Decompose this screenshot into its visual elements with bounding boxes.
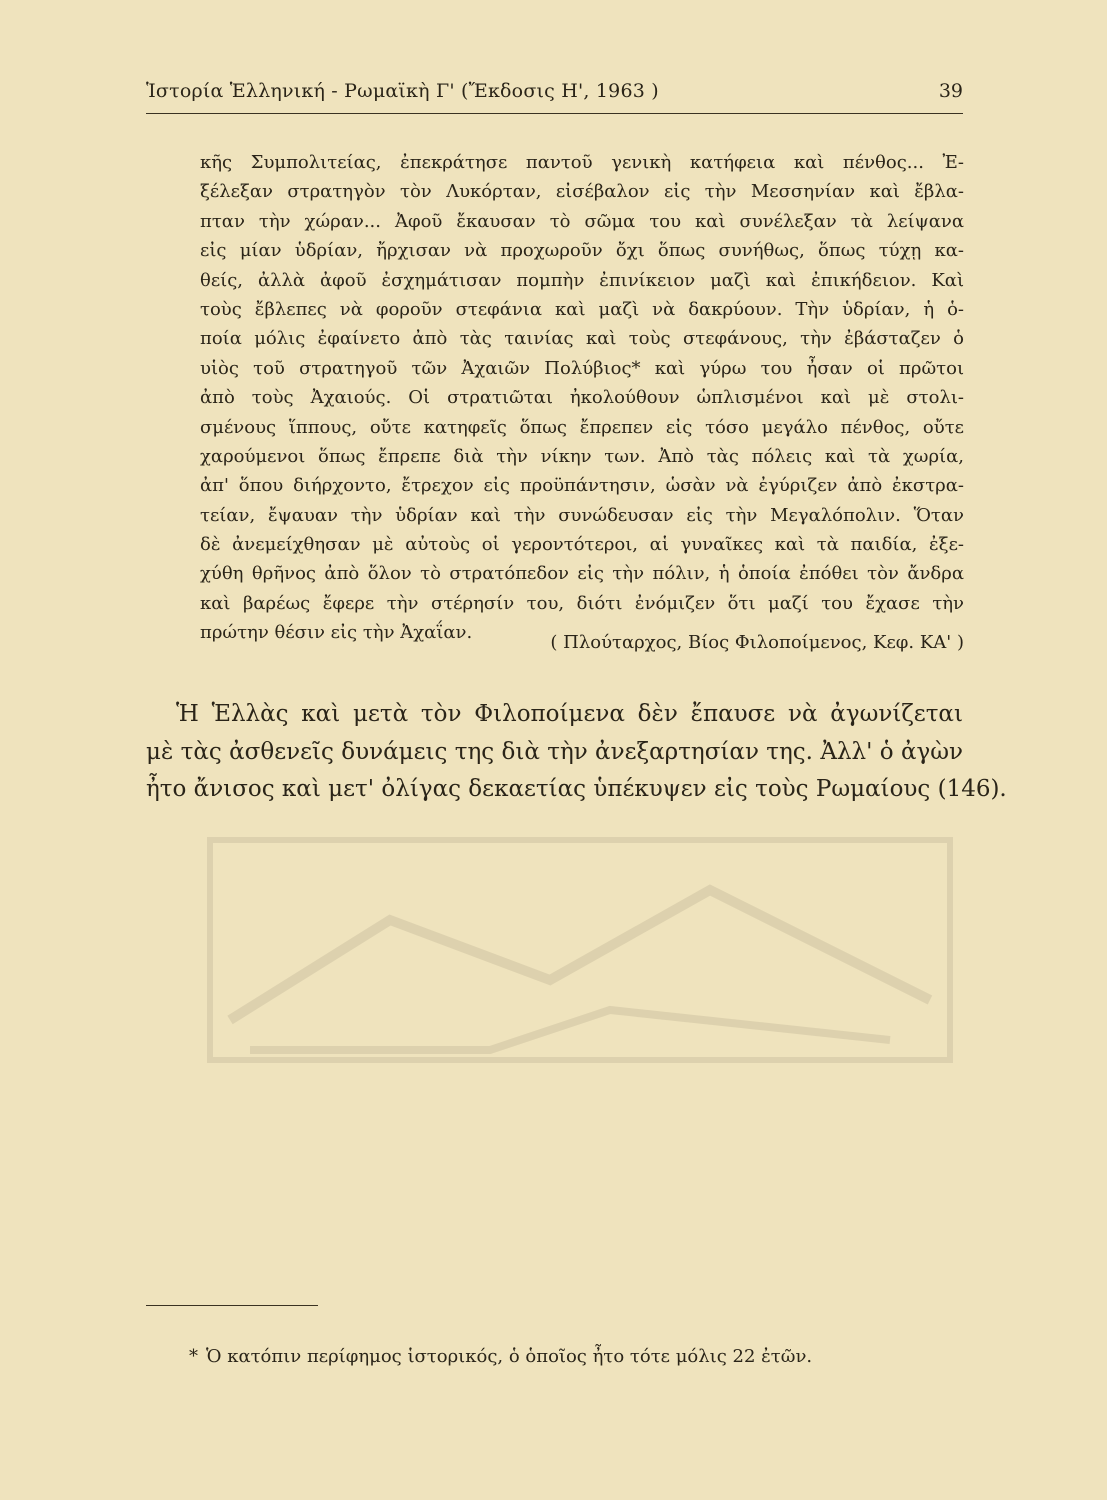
body-paragraph: [146, 696, 1007, 809]
footnote-rule: [146, 1305, 318, 1306]
quote-line: πταν τὴν χώραν... Ἀφοῦ ἔκαυσαν τὸ σῶμα του καὶ συνέλεξαν τὰ λείψανα: [200, 210, 964, 232]
quote-line: δὲ ἀνεμείχθησαν μὲ αὐτοὺς οἱ γεροντότεροι, αἱ γυναῖκες καὶ τὰ παιδία, ἐξε-: [200, 534, 964, 556]
quote-line: πρώτην θέσιν εἰς τὴν Ἀχαΐαν.: [200, 622, 473, 644]
running-title: Ἱστορία Ἑλληνική - Ρωμαϊκὴ Γ' (Ἔκδοσις Η', 1963 ): [146, 80, 659, 102]
footnote: [189, 1346, 812, 1367]
quote-line: καὶ βαρέως ἔφερε τὴν στέρησίν του, διότι ἐνόμιζεν ὅτι μαζί του ἔχασε τὴν: [200, 592, 964, 614]
quote-line: κῆς Συμπολιτείας, ἐπεκράτησε παντοῦ γενικὴ κατήφεια καὶ πένθος... Ἐ-: [200, 152, 964, 173]
quote-line: χαρούμενοι ὅπως ἔπρεπε διὰ τὴν νίκην των. Ἀπὸ τὰς πόλεις καὶ τὰ χωρία,: [200, 445, 964, 467]
body-line: ἦτο ἄνισος καὶ μετ' ὀλίγας δεκαετίας ὑπέκυψεν εἰς τοὺς Ρωμαίους (146).: [146, 776, 1007, 802]
quote-line: σμένους ἵππους, οὔτε κατηφεῖς ὅπως ἔπρεπεν εἰς τόσο μεγάλο πένθος, οὔτε: [200, 416, 964, 438]
footnote-text: Ὁ κατόπιν περίφημος ἱστορικός, ὁ ὁποῖος ἦτο τότε μόλις 22 ἐτῶν.: [206, 1346, 813, 1367]
page-number: 39: [938, 80, 963, 102]
citation: ( Πλούταρχος, Βίος Φιλοποίμενος, Κεφ. ΚΑ' ): [550, 632, 964, 653]
body-line: μὲ τὰς ἀσθενεῖς δυνάμεις της διὰ τὴν ἀνεξαρτησίαν της. Ἀλλ' ὁ ἀγὼν: [146, 738, 963, 765]
quoted-passage: [200, 148, 964, 648]
quote-line: χύθη θρῆνος ἀπὸ ὅλον τὸ στρατόπεδον εἰς τὴν πόλιν, ἡ ὁποία ἐπόθει τὸν ἄνδρα: [200, 563, 964, 585]
running-header: [146, 80, 963, 110]
header-rule: [146, 113, 963, 114]
quote-line: ξέλεξαν στρατηγὸν τὸν Λυκόρταν, εἰσέβαλον εἰς τὴν Μεσσηνίαν καὶ ἔβλα-: [200, 181, 964, 203]
footnote-mark: *: [189, 1346, 198, 1367]
quote-line: ποία μόλις ἐφαίνετο ἀπὸ τὰς ταινίας καὶ τοὺς στεφάνους, τὴν ἐβάσταζεν ὁ: [200, 328, 964, 350]
quote-line: υἱὸς τοῦ στρατηγοῦ τῶν Ἀχαιῶν Πολύβιος* καὶ γύρω του ἦσαν οἱ πρῶτοι: [200, 357, 964, 379]
quote-line: εἰς μίαν ὑδρίαν, ἤρχισαν νὰ προχωροῦν ὄχι ὅπως συνήθως, ὅπως τύχῃ κα-: [200, 240, 964, 262]
show-through-illustration: [190, 800, 970, 1100]
quote-line: τοὺς ἔβλεπες νὰ φοροῦν στεφάνια καὶ μαζὶ νὰ δακρύουν. Τὴν ὑδρίαν, ἡ ὁ-: [200, 298, 964, 320]
quote-line: θείς, ἀλλὰ ἀφοῦ ἐσχημάτισαν πομπὴν ἐπινίκειον μαζὶ καὶ ἐπικήδειον. Καὶ: [200, 269, 964, 291]
body-line: Ἡ Ἑλλὰς καὶ μετὰ τὸν Φιλοποίμενα δὲν ἔπαυσε νὰ ἀγωνίζεται: [176, 701, 963, 727]
quote-line: ἀπὸ τοὺς Ἀχαιούς. Οἱ στρατιῶται ἠκολούθουν ὡπλισμένοι καὶ μὲ στολι-: [200, 387, 964, 409]
quote-line: τείαν, ἔψαυαν τὴν ὑδρίαν καὶ τὴν συνώδευσαν εἰς τὴν Μεγαλόπολιν. Ὅταν: [200, 504, 964, 526]
quote-line: ἀπ' ὅπου διήρχοντο, ἔτρεχον εἰς προϋπάντησιν, ὡσὰν νὰ ἐγύριζεν ἀπὸ ἐκστρα-: [200, 475, 964, 497]
